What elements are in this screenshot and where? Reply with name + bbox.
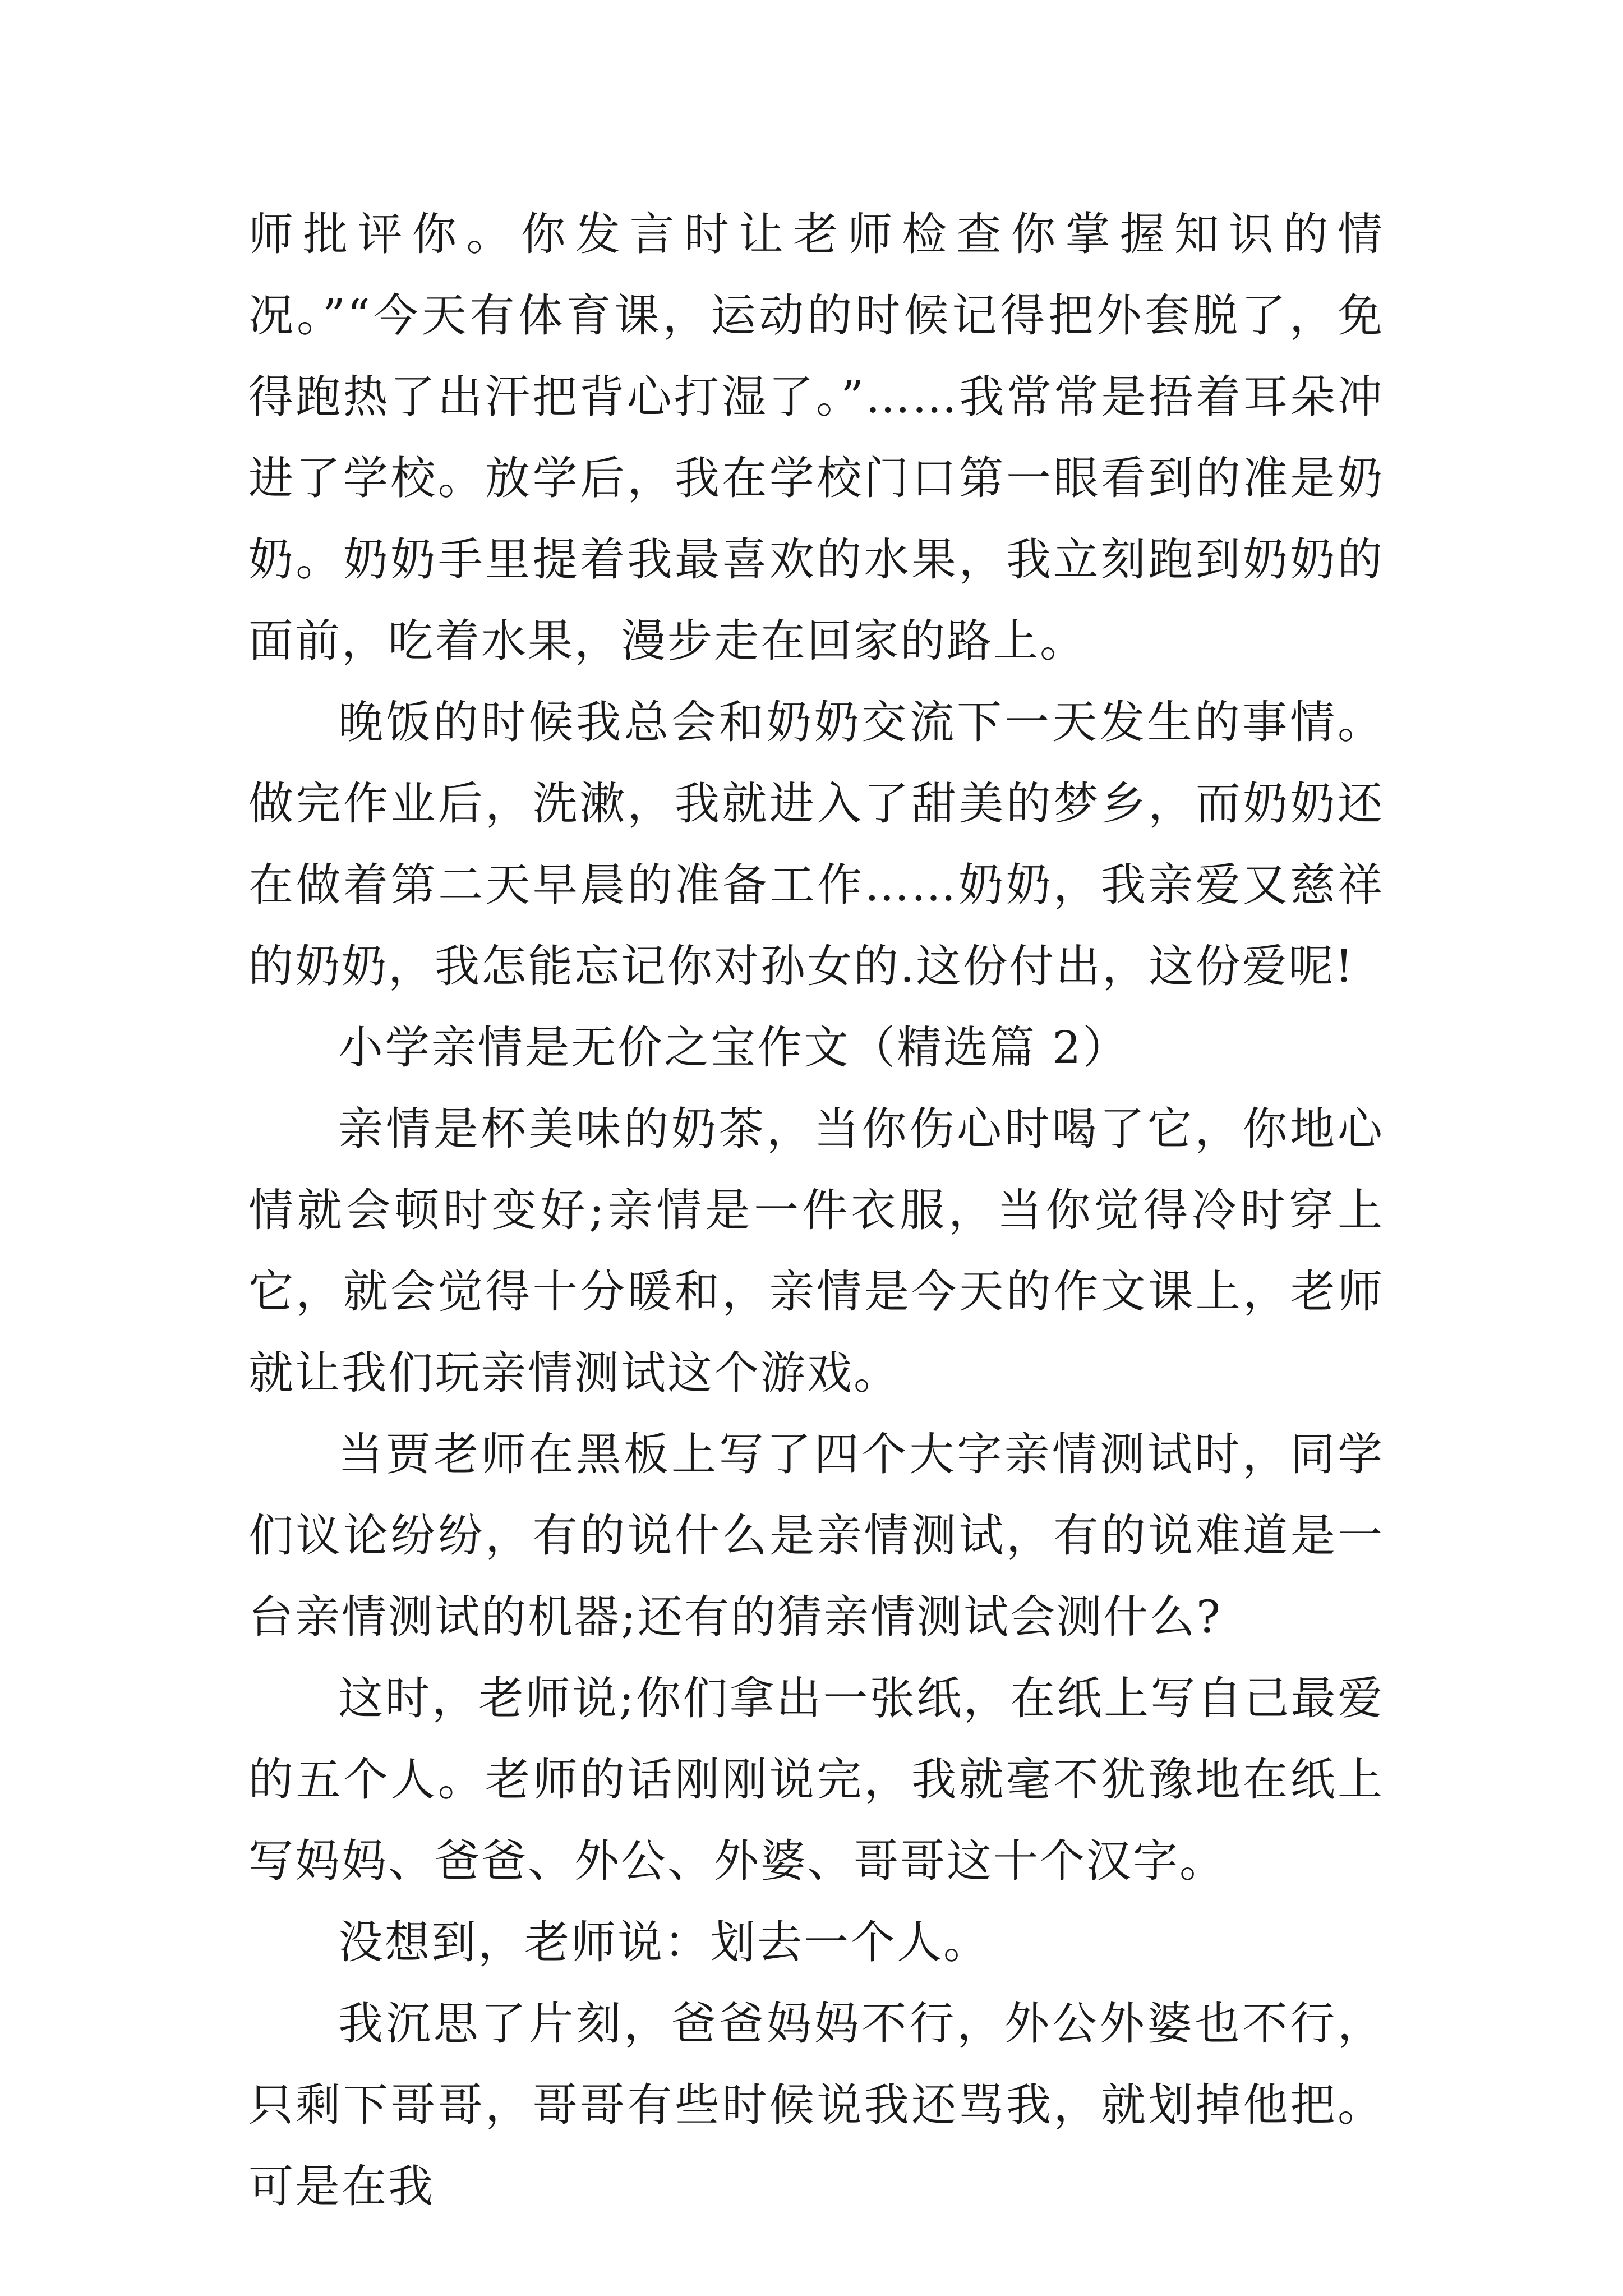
paragraph-pondering: 我沉思了片刻，爸爸妈妈不行，外公外婆也不行，只剩下哥哥，哥哥有些时候说我还骂我，就划掉他把。可是在我 xyxy=(248,1998,1384,2212)
paragraph-blackboard: 当贾老师在黑板上写了四个大字亲情测试时，同学们议论纷纷，有的说什么是亲情测试，有的说难道是一台亲情测试的机器;还有的猜亲情测试会测什么? xyxy=(248,1428,1384,1643)
paragraph-dinner: 晚饭的时候我总会和奶奶交流下一天发生的事情。做完作业后，洗漱，我就进入了甜美的梦乡，而奶奶还在做着第二天早晨的准备工作……奶奶，我亲爱又慈祥的奶奶，我怎能忘记你对孙女的.这份付出，这份爱呢! xyxy=(248,696,1384,992)
paragraph-continuation: 师批评你。你发言时让老师检查你掌握知识的情况。”“今天有体育课，运动的时候记得把外套脱了，免得跑热了出汗把背心打湿了。”……我常常是捂着耳朵冲进了学校。放学后，我在学校门口第一眼看到的准是奶奶。奶奶手里提着我最喜欢的水果，我立刻跑到奶奶的面前，吃着水果，漫步走在回家的路上。 xyxy=(248,208,1384,667)
document-body xyxy=(248,194,1384,2227)
paragraph-cross-out: 没想到，老师说：划去一个人。 xyxy=(338,1916,990,1968)
paragraph-milk-tea: 亲情是杯美味的奶茶，当你伤心时喝了它，你地心情就会顿时变好;亲情是一件衣服，当你觉得冷时穿上它，就会觉得十分暖和，亲情是今天的作文课上，老师就让我们玩亲情测试这个游戏。 xyxy=(248,1103,1384,1399)
paragraph-five-people: 这时，老师说;你们拿出一张纸，在纸上写自己最爱的五个人。老师的话刚刚说完，我就毫不犹豫地在纸上写妈妈、爸爸、外公、外婆、哥哥这十个汉字。 xyxy=(248,1672,1384,1887)
section-heading: 小学亲情是无价之宝作文（精选篇 2） xyxy=(338,1022,1129,1074)
